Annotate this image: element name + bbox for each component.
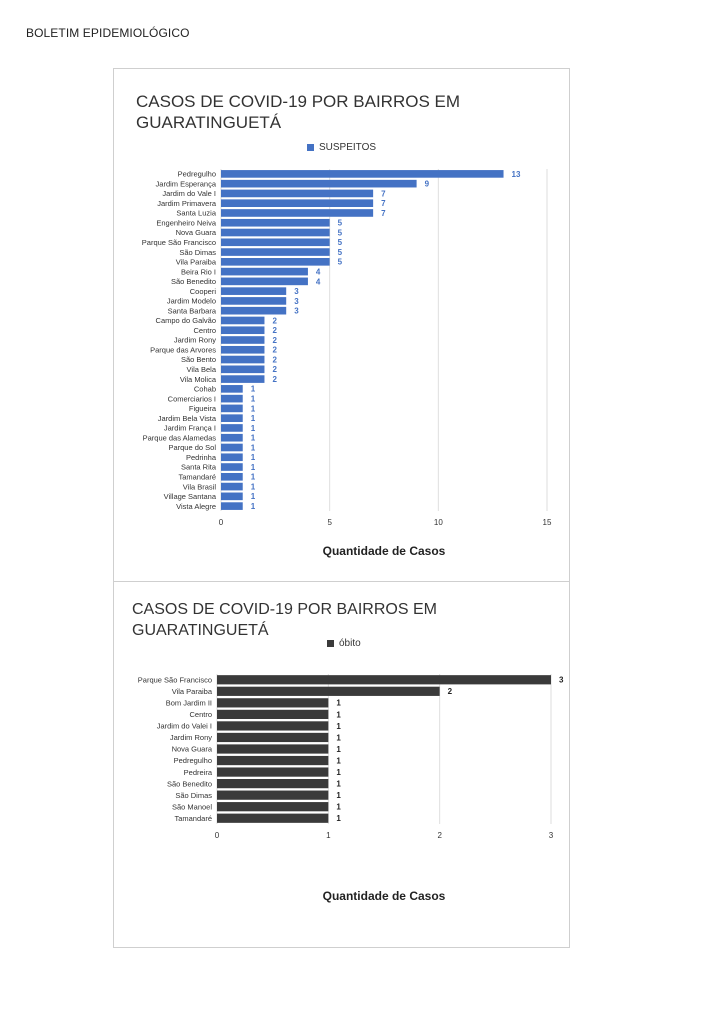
category-label: São Benedito: [170, 277, 216, 287]
x-tick-label: 0: [218, 518, 224, 527]
category-label: São Dimas: [175, 790, 212, 800]
category-label: Jardim Modelo: [166, 296, 216, 306]
category-label: Jardim Rony: [173, 335, 216, 345]
category-label: São Manoel: [171, 802, 212, 812]
data-label: 1: [336, 791, 341, 801]
bar: [221, 229, 330, 237]
chart-title: CASOS DE COVID-19 POR BAIRROS EM GUARATINGUETÁ: [132, 601, 437, 639]
data-label: 1: [336, 779, 341, 789]
bar: [221, 473, 243, 481]
bar: [221, 434, 243, 442]
data-label: 5: [337, 228, 343, 238]
category-label: Jardim França I: [163, 423, 216, 433]
data-label: 3: [294, 287, 299, 297]
bar: [221, 317, 264, 325]
data-label: 1: [336, 767, 341, 777]
category-label: São Dimas: [179, 247, 216, 257]
data-label: 1: [336, 814, 341, 824]
data-label: 1: [250, 384, 256, 394]
suspected-cases-bar-chart: [114, 69, 569, 581]
x-tick-label: 2: [437, 831, 442, 840]
data-label: 3: [559, 675, 564, 685]
data-label: 1: [250, 414, 256, 424]
data-label: 1: [250, 433, 256, 443]
category-label: Vila Paraiba: [175, 257, 216, 267]
data-label: 1: [250, 423, 256, 433]
x-tick-label: 1: [326, 831, 331, 840]
bar: [221, 258, 330, 266]
bar: [221, 444, 243, 452]
bar: [221, 326, 264, 334]
bar: [221, 190, 373, 198]
data-label: 1: [250, 492, 256, 502]
data-label: 5: [337, 257, 343, 267]
bar: [217, 814, 328, 823]
category-label: Village Santana: [163, 492, 216, 502]
data-label: 1: [336, 710, 341, 720]
data-label: 1: [336, 698, 341, 708]
x-tick-label: 0: [214, 831, 220, 840]
x-tick-label: 3: [548, 831, 554, 840]
data-label: 1: [250, 404, 256, 414]
bar: [217, 756, 328, 765]
bar: [221, 356, 264, 364]
data-label: 2: [272, 316, 277, 326]
category-label: Jardim Bela Vista: [157, 413, 216, 423]
category-label: Nova Guara: [171, 744, 212, 754]
bar: [221, 493, 243, 501]
data-label: 1: [336, 744, 341, 754]
category-label: Cooperi: [189, 286, 216, 296]
data-label: 7: [381, 189, 386, 199]
category-label: Pedregulho: [173, 756, 212, 766]
category-label: Parque do Sol: [168, 443, 216, 453]
category-label: Figueira: [188, 404, 216, 414]
data-label: 13: [511, 169, 521, 179]
data-label: 2: [272, 374, 277, 384]
chart-title: CASOS DE COVID-19 POR BAIRROS EM GUARATINGUETÁ: [136, 92, 461, 132]
category-label: Jardim Esperança: [155, 179, 216, 189]
data-label: 1: [336, 756, 341, 766]
bar: [221, 219, 330, 227]
category-label: Jardim Primavera: [157, 198, 216, 208]
x-tick-label: 5: [327, 518, 332, 527]
data-label: 7: [381, 199, 386, 209]
category-label: Cohab: [193, 384, 216, 394]
data-label: 1: [250, 453, 256, 463]
deaths-chart-panel: [113, 581, 570, 948]
x-axis-title: Quantidade de Casos: [322, 889, 446, 903]
category-label: Pedregulho: [177, 169, 216, 179]
data-label: 7: [381, 208, 386, 218]
bar: [221, 297, 286, 305]
data-label: 1: [336, 721, 341, 731]
category-label: Jardim do Vale I: [162, 189, 216, 199]
bar: [217, 767, 328, 776]
x-tick-label: 10: [433, 518, 443, 527]
category-label: Santa Barbara: [167, 306, 216, 316]
data-label: 2: [272, 355, 277, 365]
data-label: 1: [336, 733, 341, 743]
category-label: Engenheiro Neiva: [156, 218, 216, 228]
legend-label: óbito: [339, 638, 361, 649]
data-label: 3: [294, 306, 299, 316]
bar: [217, 744, 328, 753]
bar: [217, 791, 328, 800]
category-label: Vista Alegre: [176, 501, 216, 511]
page-header: BOLETIM EPIDEMIOLÓGICO: [26, 26, 190, 40]
category-label: Centro: [193, 325, 216, 335]
bar: [221, 453, 243, 461]
category-label: Bom Jardim II: [165, 698, 212, 708]
category-label: Beira Rio I: [180, 267, 216, 277]
data-label: 2: [272, 345, 277, 355]
data-label: 1: [250, 501, 256, 511]
category-label: Campo do Galvão: [155, 316, 216, 326]
category-label: Vila Paraiba: [171, 687, 212, 697]
bar: [221, 238, 330, 246]
category-label: Tamandaré: [178, 472, 216, 482]
bar: [221, 268, 308, 276]
data-label: 4: [315, 277, 321, 287]
data-label: 5: [337, 218, 343, 228]
bar: [221, 336, 264, 344]
data-label: 2: [272, 326, 277, 336]
data-label: 1: [250, 394, 256, 404]
data-label: 1: [250, 482, 256, 492]
category-label: Centro: [189, 710, 212, 720]
bar: [217, 698, 328, 707]
bar: [217, 802, 328, 811]
bar: [221, 278, 308, 286]
bar: [217, 733, 328, 742]
x-axis-title: Quantidade de Casos: [322, 544, 446, 558]
data-label: 2: [272, 335, 277, 345]
category-label: Jardim do Valei I: [156, 721, 212, 731]
category-label: Parque das Arvores: [150, 345, 216, 355]
category-label: Vila Molica: [179, 374, 216, 384]
data-label: 1: [336, 802, 341, 812]
bar: [221, 375, 264, 383]
x-tick-label: 15: [542, 518, 552, 527]
category-label: Nova Guara: [175, 228, 216, 238]
data-label: 9: [424, 179, 430, 189]
data-label: 2: [272, 365, 277, 375]
bar: [221, 199, 373, 207]
category-label: Parque São Francisco: [141, 237, 216, 247]
data-label: 2: [447, 687, 453, 697]
deaths-bar-chart: [114, 582, 569, 947]
bar: [217, 779, 328, 788]
bar: [217, 721, 328, 730]
suspected-cases-chart-panel: [113, 68, 570, 582]
category-label: Pedrinha: [185, 452, 216, 462]
category-label: São Benedito: [166, 779, 212, 789]
bar: [221, 463, 243, 471]
data-label: 1: [250, 462, 256, 472]
data-label: 3: [294, 296, 299, 306]
bar: [217, 687, 440, 696]
legend-label: SUSPEITOS: [319, 142, 377, 153]
data-label: 1: [250, 443, 256, 453]
bar: [221, 307, 286, 315]
bar: [221, 170, 504, 178]
bar: [221, 366, 264, 374]
data-label: 1: [250, 472, 256, 482]
bar: [221, 346, 264, 354]
category-label: Tamandaré: [174, 813, 212, 823]
bar: [221, 414, 243, 422]
bar: [221, 405, 243, 413]
category-label: Santa Luzia: [176, 208, 216, 218]
data-label: 5: [337, 247, 343, 257]
bar: [221, 502, 243, 510]
category-label: Jardim Rony: [169, 733, 212, 743]
bar: [221, 287, 286, 295]
data-label: 5: [337, 238, 343, 248]
bar: [217, 675, 551, 684]
bar: [221, 395, 243, 403]
data-label: 4: [315, 267, 321, 277]
category-label: São Bento: [180, 355, 216, 365]
bar: [221, 483, 243, 491]
category-label: Comerciarios I: [167, 394, 216, 404]
category-label: Vila Brasil: [182, 482, 216, 492]
bar: [221, 424, 243, 432]
category-label: Parque das Alamedas: [142, 433, 216, 443]
bar: [221, 248, 330, 256]
bar: [217, 710, 328, 719]
category-label: Vila Bela: [186, 365, 216, 375]
category-label: Santa Rita: [180, 462, 216, 472]
category-label: Parque São Francisco: [137, 675, 212, 685]
bar: [221, 209, 373, 217]
category-label: Pedreira: [183, 767, 212, 777]
bar: [221, 385, 243, 393]
bar: [221, 180, 417, 188]
